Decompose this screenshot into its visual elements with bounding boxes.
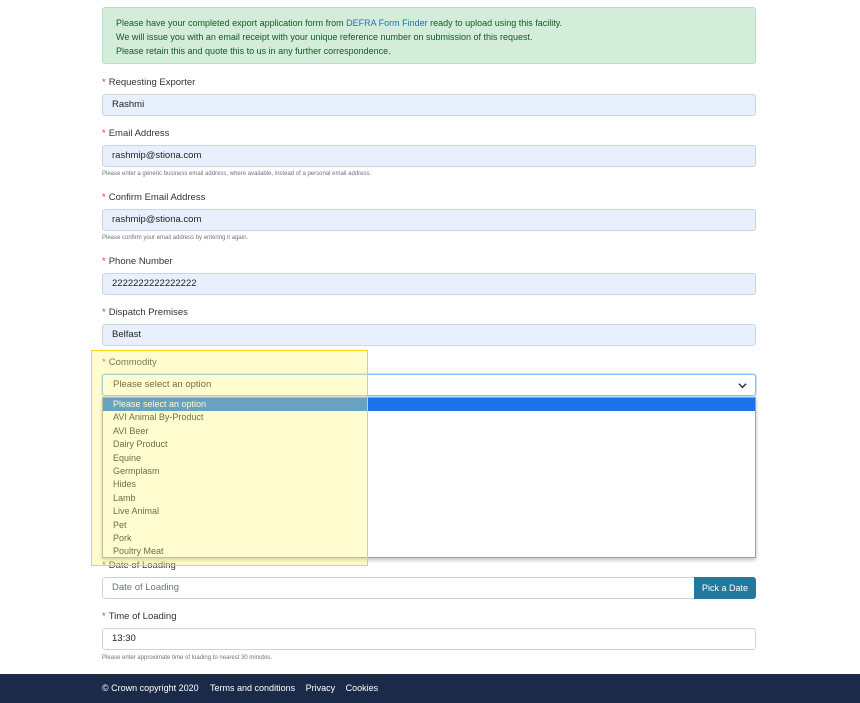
required-marker: *: [102, 192, 106, 203]
commodity-option[interactable]: Lamb: [113, 492, 136, 503]
commodity-option[interactable]: Live Animal: [113, 506, 160, 517]
required-marker: *: [102, 611, 106, 622]
privacy-link[interactable]: Privacy: [305, 683, 336, 693]
commodity-option[interactable]: AVI Animal By-Product: [113, 412, 204, 423]
confirm-email-help-text: Please confirm your email address by entering it again.: [102, 235, 249, 241]
notice-line-1: Please have your completed export application form from DEFRA Form Finder ready to upload using this facility.: [116, 18, 563, 28]
exporter-label: * Requesting Exporter: [102, 77, 196, 88]
required-marker: *: [102, 256, 106, 267]
commodity-option[interactable]: Pork: [113, 532, 132, 543]
premises-label: * Dispatch Premises: [102, 307, 188, 318]
date-loading-label: * Date of Loading: [102, 560, 176, 571]
confirm-email-field[interactable]: rashmip@stiona.com: [102, 209, 756, 231]
commodity-label: * Commodity: [102, 357, 157, 368]
exporter-input[interactable]: Rashmi: [102, 94, 756, 116]
chevron-down-icon: [738, 381, 747, 390]
email-help-text: Please enter a generic business email address, where available, instead of a personal email address.: [102, 171, 372, 177]
notice-line-3: Please retain this and quote this to us in any further correspondence.: [116, 46, 391, 56]
time-loading-help-text: Please enter approximate time of loading to nearest 30 minutes.: [102, 655, 273, 661]
pick-date-button[interactable]: Pick a Date: [694, 577, 756, 599]
premises-field[interactable]: Belfast: [102, 324, 756, 346]
commodity-option[interactable]: Equine: [113, 452, 142, 463]
commodity-dropdown-list: [102, 397, 756, 558]
defra-form-finder-link[interactable]: DEFRA Form Finder: [346, 18, 428, 28]
commodity-selected-value: Please select an option: [113, 379, 212, 390]
commodity-option[interactable]: Poultry Meat: [113, 546, 164, 557]
commodity-option[interactable]: Dairy Product: [113, 439, 168, 450]
email-label: * Email Address: [102, 128, 170, 139]
footer: [0, 674, 860, 703]
time-loading-input[interactable]: 13:30: [102, 628, 756, 650]
commodity-option[interactable]: Hides: [113, 479, 137, 490]
date-loading-input[interactable]: Date of Loading: [102, 577, 694, 599]
notice-line-2: We will issue you with an email receipt with your unique reference number on submission of this request.: [116, 32, 533, 42]
cookies-link[interactable]: Cookies: [345, 683, 379, 693]
required-marker: *: [102, 128, 106, 139]
copyright-text: © Crown copyright 2020: [102, 683, 199, 693]
phone-label: * Phone Number: [102, 256, 173, 267]
confirm-email-label: * Confirm Email Address: [102, 192, 206, 203]
commodity-option[interactable]: Pet: [113, 519, 127, 530]
commodity-option[interactable]: Please select an option: [103, 398, 755, 411]
commodity-option[interactable]: AVI Beer: [113, 425, 149, 436]
time-loading-label: * Time of Loading: [102, 611, 177, 622]
email-field[interactable]: rashmip@stiona.com: [102, 145, 756, 167]
required-marker: *: [102, 307, 106, 318]
info-notice: [102, 7, 756, 64]
terms-link[interactable]: Terms and conditions: [210, 683, 296, 693]
commodity-select[interactable]: [102, 374, 756, 396]
required-marker: *: [102, 560, 106, 571]
required-marker: *: [102, 357, 106, 368]
phone-field[interactable]: 2222222222222222: [102, 273, 756, 295]
commodity-option[interactable]: Germplasm: [113, 465, 160, 476]
required-marker: *: [102, 77, 106, 88]
